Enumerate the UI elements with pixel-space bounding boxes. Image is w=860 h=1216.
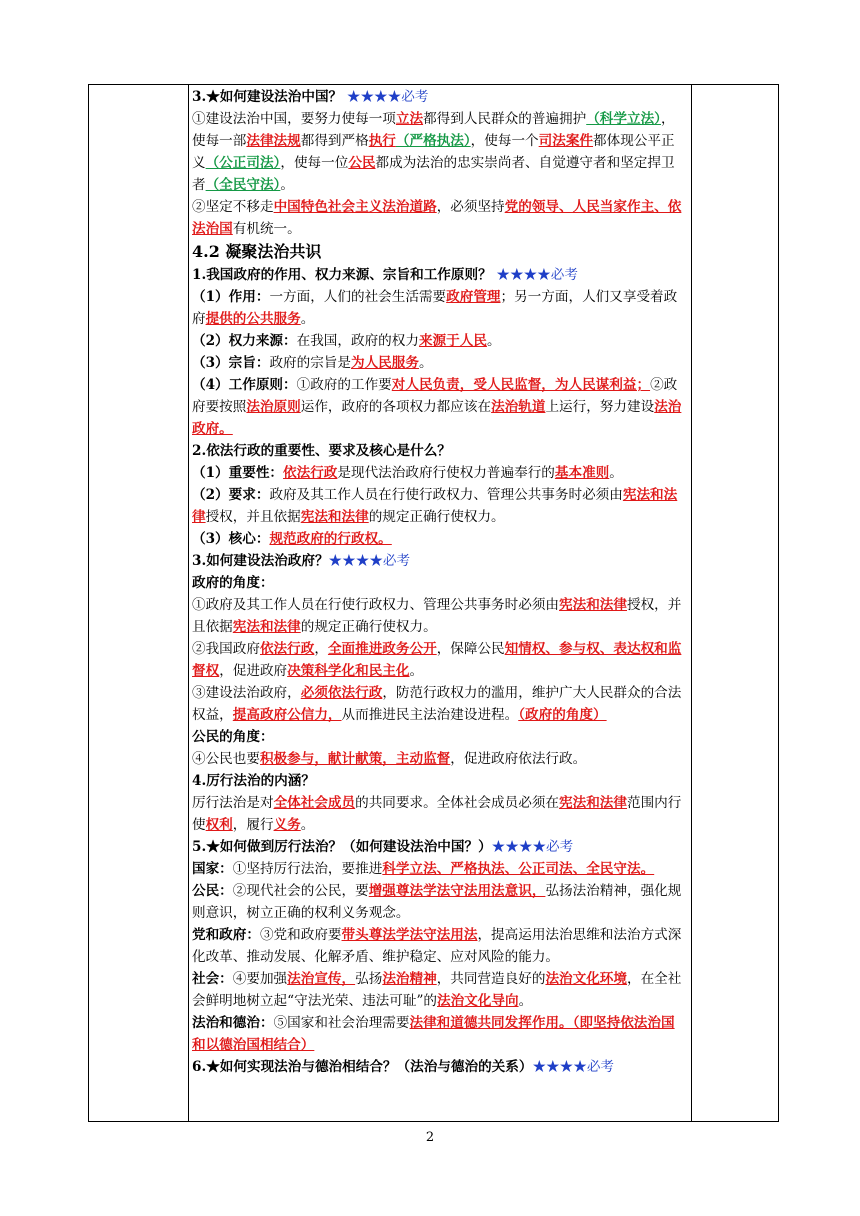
text-run: 是现代法治政府行使权力普遍奉行的	[337, 465, 555, 481]
paragraph	[192, 572, 686, 594]
text-run: 范围内行使	[192, 795, 682, 833]
text-run: 。	[409, 663, 424, 679]
annotation-term: （严格执法）	[395, 133, 471, 149]
key-term: 宪法和法律	[232, 619, 301, 635]
text-run: 社会：	[192, 971, 233, 987]
text-run: 有机统一。	[232, 221, 301, 237]
paragraph	[192, 484, 686, 528]
paragraph	[192, 286, 686, 330]
page-number: 2	[425, 1130, 435, 1145]
question-heading	[192, 836, 686, 858]
key-term: 提高政府公信力，	[232, 707, 342, 723]
text-run: ②我国政府	[192, 641, 260, 657]
paragraph	[192, 594, 686, 638]
text-run: （4）工作原则：	[192, 377, 297, 393]
paragraph	[192, 880, 686, 924]
notes-content-cell	[189, 84, 689, 1120]
key-term: 全体社会成员	[273, 795, 356, 811]
paragraph	[192, 196, 686, 240]
key-term: 法治原则	[246, 399, 301, 415]
text-run: （3）核心：	[192, 531, 270, 547]
key-term: 全面推进政务公开	[327, 641, 437, 657]
importance-stars: ★★★★必考	[328, 553, 411, 569]
key-term: 中国特色社会主义法治道路	[273, 199, 437, 215]
text-run: ，在全社会鲜明地树立起“守法光荣、违法可耻”的	[192, 971, 682, 1009]
text-run: ，防范行政权力的滥用，维护广大人民群众的合法权益，	[192, 685, 682, 723]
key-term: 对人民负责，受人民监督，为人民谋利益；	[391, 377, 651, 393]
paragraph	[192, 748, 686, 770]
text-run: 。	[518, 993, 533, 1009]
key-term: （政府的角度）	[518, 707, 607, 723]
paragraph	[192, 858, 686, 880]
text-run: 政府及其工作人员在行使行政权力、管理公共事务时必须由	[269, 487, 623, 503]
key-term: 政府管理	[446, 289, 501, 305]
key-term: 带头尊法学法守法用法	[341, 927, 478, 943]
key-term: 法治文化导向	[437, 993, 519, 1009]
question-heading	[192, 86, 686, 108]
key-term: 来源于人民	[418, 333, 487, 349]
text-run: ①政府的工作要	[296, 377, 392, 393]
text-run: ②政府要按照	[192, 377, 678, 415]
text-run: 2.依法行政的重要性、要求及核心是什么？	[192, 443, 451, 459]
question-heading	[192, 1056, 686, 1078]
text-run: ④公民也要	[192, 751, 260, 767]
key-term: 宪法和法律	[559, 597, 627, 613]
text-run: 都体现公平正义	[192, 133, 675, 171]
text-run: （2）权力来源：	[192, 333, 297, 349]
paragraph	[192, 968, 686, 1012]
text-run: 政府的宗旨是	[269, 355, 351, 371]
question-heading	[192, 770, 686, 792]
key-term: 提供的公共服务	[205, 311, 301, 327]
text-run: ；另一方面，人们又享受着政府	[192, 289, 678, 327]
paragraph	[192, 330, 686, 352]
paragraph	[192, 108, 686, 196]
key-term: 决策科学化和民主化	[287, 663, 410, 679]
question-heading	[192, 440, 686, 462]
paragraph	[192, 528, 686, 550]
key-term: 法治轨道	[491, 399, 546, 415]
text-run: 3.如何建设法治政府？	[192, 553, 329, 569]
key-term: 规范政府的行政权。	[269, 531, 392, 547]
paragraph	[192, 726, 686, 748]
text-run: 国家：	[192, 861, 233, 877]
text-run: ③党和政府要	[259, 927, 342, 943]
text-run: 上运行，努力建设	[545, 399, 655, 415]
key-term: 宪法和法律	[300, 509, 369, 525]
annotation-term: （公正司法）	[205, 155, 281, 171]
text-run: ，	[314, 641, 328, 657]
text-run: ，使每一位	[280, 155, 349, 171]
key-term: 立法	[395, 111, 424, 127]
text-run: 1.我国政府的作用、权力来源、宗旨和工作原则？	[192, 267, 497, 283]
key-term: 基本准则	[554, 465, 610, 481]
text-run: 弘扬	[355, 971, 383, 987]
text-run: 。	[418, 355, 433, 371]
text-run: ②现代社会的公民，要	[232, 883, 369, 899]
paragraph	[192, 374, 686, 440]
importance-stars: ★★★★必考	[532, 1059, 615, 1075]
text-run: 授权，并且依据	[205, 509, 301, 525]
text-run: ，促进政府	[219, 663, 288, 679]
paragraph	[192, 682, 686, 726]
key-term: 依法行政	[283, 465, 338, 481]
text-run: 公民的角度：	[192, 729, 274, 745]
text-run: 4.2 凝聚法治共识	[192, 242, 322, 261]
text-run: 。	[300, 311, 315, 327]
text-run: ，提高运用法治思维和法治方式深化改革、推动发展、化解矛盾、维护稳定、应对风险的能力。	[192, 927, 682, 965]
text-run: （1）作用：	[192, 289, 270, 305]
text-run: 。	[486, 333, 501, 349]
text-run: 都得到严格	[300, 133, 369, 149]
text-run: 授权，并且依据	[192, 597, 682, 635]
text-run: 的规定正确行使权力。	[300, 619, 437, 635]
text-run: 。	[300, 817, 315, 833]
text-run: 在我国，政府的权力	[296, 333, 419, 349]
text-run: （1）重要性：	[192, 465, 284, 481]
section-heading	[192, 240, 686, 264]
paragraph	[192, 924, 686, 968]
text-run: （2）要求：	[192, 487, 270, 503]
text-run: ，共同营造良好的	[436, 971, 546, 987]
text-run: ⑤国家和社会治理需要	[273, 1015, 410, 1031]
text-run: 弘扬法治精神，强化规则意识，树立正确的权利义务观念。	[192, 883, 682, 921]
question-heading	[192, 264, 686, 286]
annotation-term: （科学立法）	[586, 111, 661, 127]
text-run: 。	[280, 177, 294, 193]
text-run: 政府的角度：	[192, 575, 274, 591]
text-run: 的规定正确行使权力。	[368, 509, 505, 525]
text-run: ，保障公民	[436, 641, 505, 657]
annotation-term: （全民守法）	[205, 177, 281, 193]
column-divider-right	[691, 85, 692, 1121]
paragraph	[192, 1012, 686, 1056]
key-term: 法律和道德共同发挥作用。（即坚持依法治国和以德治国相结合）	[192, 1015, 675, 1053]
text-run: ④要加强	[232, 971, 288, 987]
text-run: 公民：	[192, 883, 233, 899]
paragraph	[192, 462, 686, 484]
text-run: 6.★如何实现法治与德治相结合？（法治与德治的关系）	[192, 1059, 533, 1075]
key-term: 知情权、参与权、表达权和监督权	[192, 641, 682, 679]
key-term: 宪法和法律	[559, 795, 627, 811]
text-run: 一方面，人们的社会生活需要	[269, 289, 447, 305]
text-run: ，履行	[232, 817, 274, 833]
text-run: 从而推进民主法治建设进程。	[341, 707, 519, 723]
importance-stars: ★★★★必考	[491, 839, 574, 855]
text-run: ③建设法治政府，	[192, 685, 301, 701]
importance-stars: ★★★★必考	[346, 89, 429, 105]
key-term: 为人民服务	[351, 355, 419, 371]
text-run: ，促进政府依法行政。	[450, 751, 587, 767]
key-term: 法治精神	[382, 971, 437, 987]
text-run: 的共同要求。全体社会成员必须在	[355, 795, 560, 811]
text-run: 厉行法治是对	[192, 795, 274, 811]
key-term: 司法案件	[538, 133, 594, 149]
key-term: 义务	[273, 817, 301, 833]
paragraph	[192, 352, 686, 374]
key-term: 必须依法行政	[300, 685, 383, 701]
key-term: 依法行政	[259, 641, 315, 657]
key-term: 科学立法、严格执法、公正司法、全民守法。	[382, 861, 655, 877]
key-term: 公民	[348, 155, 376, 171]
text-run: 5.★如何做到厉行法治？（如何建设法治中国？）	[192, 839, 492, 855]
text-run: ①坚持厉行法治，要推进	[232, 861, 383, 877]
key-term: 积极参与，献计献策，主动监督	[259, 751, 451, 767]
importance-stars: ★★★★必考	[496, 267, 578, 283]
text-run: 运作，政府的各项权力都应该在	[300, 399, 492, 415]
key-term: 法治文化环境	[545, 971, 627, 987]
key-term: 执行	[368, 133, 396, 149]
text-run: ，使每一部	[192, 111, 675, 149]
key-term: 权利	[205, 817, 233, 833]
text-run: 4.厉行法治的内涵？	[192, 773, 315, 789]
text-run: 党和政府：	[192, 927, 260, 943]
text-run: ，使每一个	[470, 133, 539, 149]
paragraph	[192, 638, 686, 682]
key-term: 党的领导、人民当家作主、依法治国	[192, 199, 682, 237]
text-run: 。	[609, 465, 623, 481]
text-run: ①建设法治中国，要努力使每一项	[192, 111, 396, 127]
text-run: （3）宗旨：	[192, 355, 270, 371]
paragraph	[192, 792, 686, 836]
text-run: ①政府及其工作人员在行使行政权力、管理公共事务时必须由	[192, 597, 560, 613]
question-heading	[192, 550, 686, 572]
key-term: 增强尊法学法守法用法意识，	[368, 883, 546, 899]
key-term: 法治政府。	[192, 399, 682, 437]
key-term: 法治宣传，	[287, 971, 356, 987]
key-term: 法律法规	[246, 133, 301, 149]
text-run: ②坚定不移走	[192, 199, 274, 215]
text-run: 3.★如何建设法治中国？	[192, 89, 347, 105]
text-run: 都得到人民群众的普遍拥护	[423, 111, 587, 127]
key-term: 宪法和法律	[192, 487, 678, 525]
text-run: 法治和德治：	[192, 1015, 274, 1031]
text-run: 都成为法治的忠实崇尚者、自觉遵守者和坚定捍卫者	[192, 155, 675, 193]
text-run: ，必须坚持	[436, 199, 505, 215]
